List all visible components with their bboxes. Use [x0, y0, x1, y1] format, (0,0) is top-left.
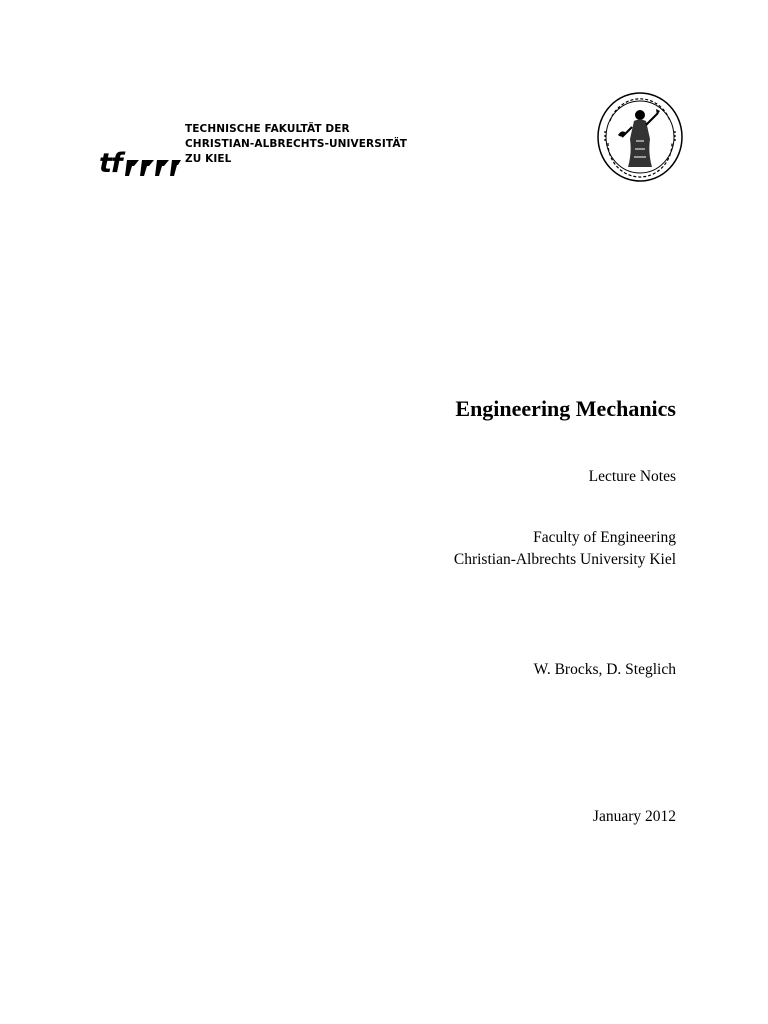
- tf-logo-slashes-icon: [125, 156, 181, 178]
- university-seal-icon: [596, 91, 684, 183]
- subtitle-block: [589, 466, 676, 488]
- title-block: [455, 396, 676, 422]
- university-name: Christian-Albrechts University Kiel: [453, 551, 676, 568]
- faculty-logo-text: tf: [99, 148, 122, 179]
- faculty-name: Faculty of Engineering: [533, 529, 676, 546]
- date-block: [593, 806, 676, 828]
- document-date: January 2012: [592, 808, 676, 825]
- faculty-header: [185, 122, 407, 167]
- faculty-line-2: CHRISTIAN-ALBRECHTS-UNIVERSITÄT: [185, 138, 408, 150]
- affiliation-block: [454, 527, 676, 571]
- document-title: Engineering Mechanics: [455, 396, 676, 421]
- faculty-line-1: TECHNISCHE FAKULTÄT DER: [185, 123, 350, 135]
- authors-block: [534, 659, 676, 681]
- document-authors: W. Brocks, D. Steglich: [533, 661, 676, 678]
- document-subtitle: Lecture Notes: [588, 468, 676, 485]
- faculty-line-3: ZU KIEL: [185, 153, 232, 165]
- faculty-logo: [99, 148, 183, 182]
